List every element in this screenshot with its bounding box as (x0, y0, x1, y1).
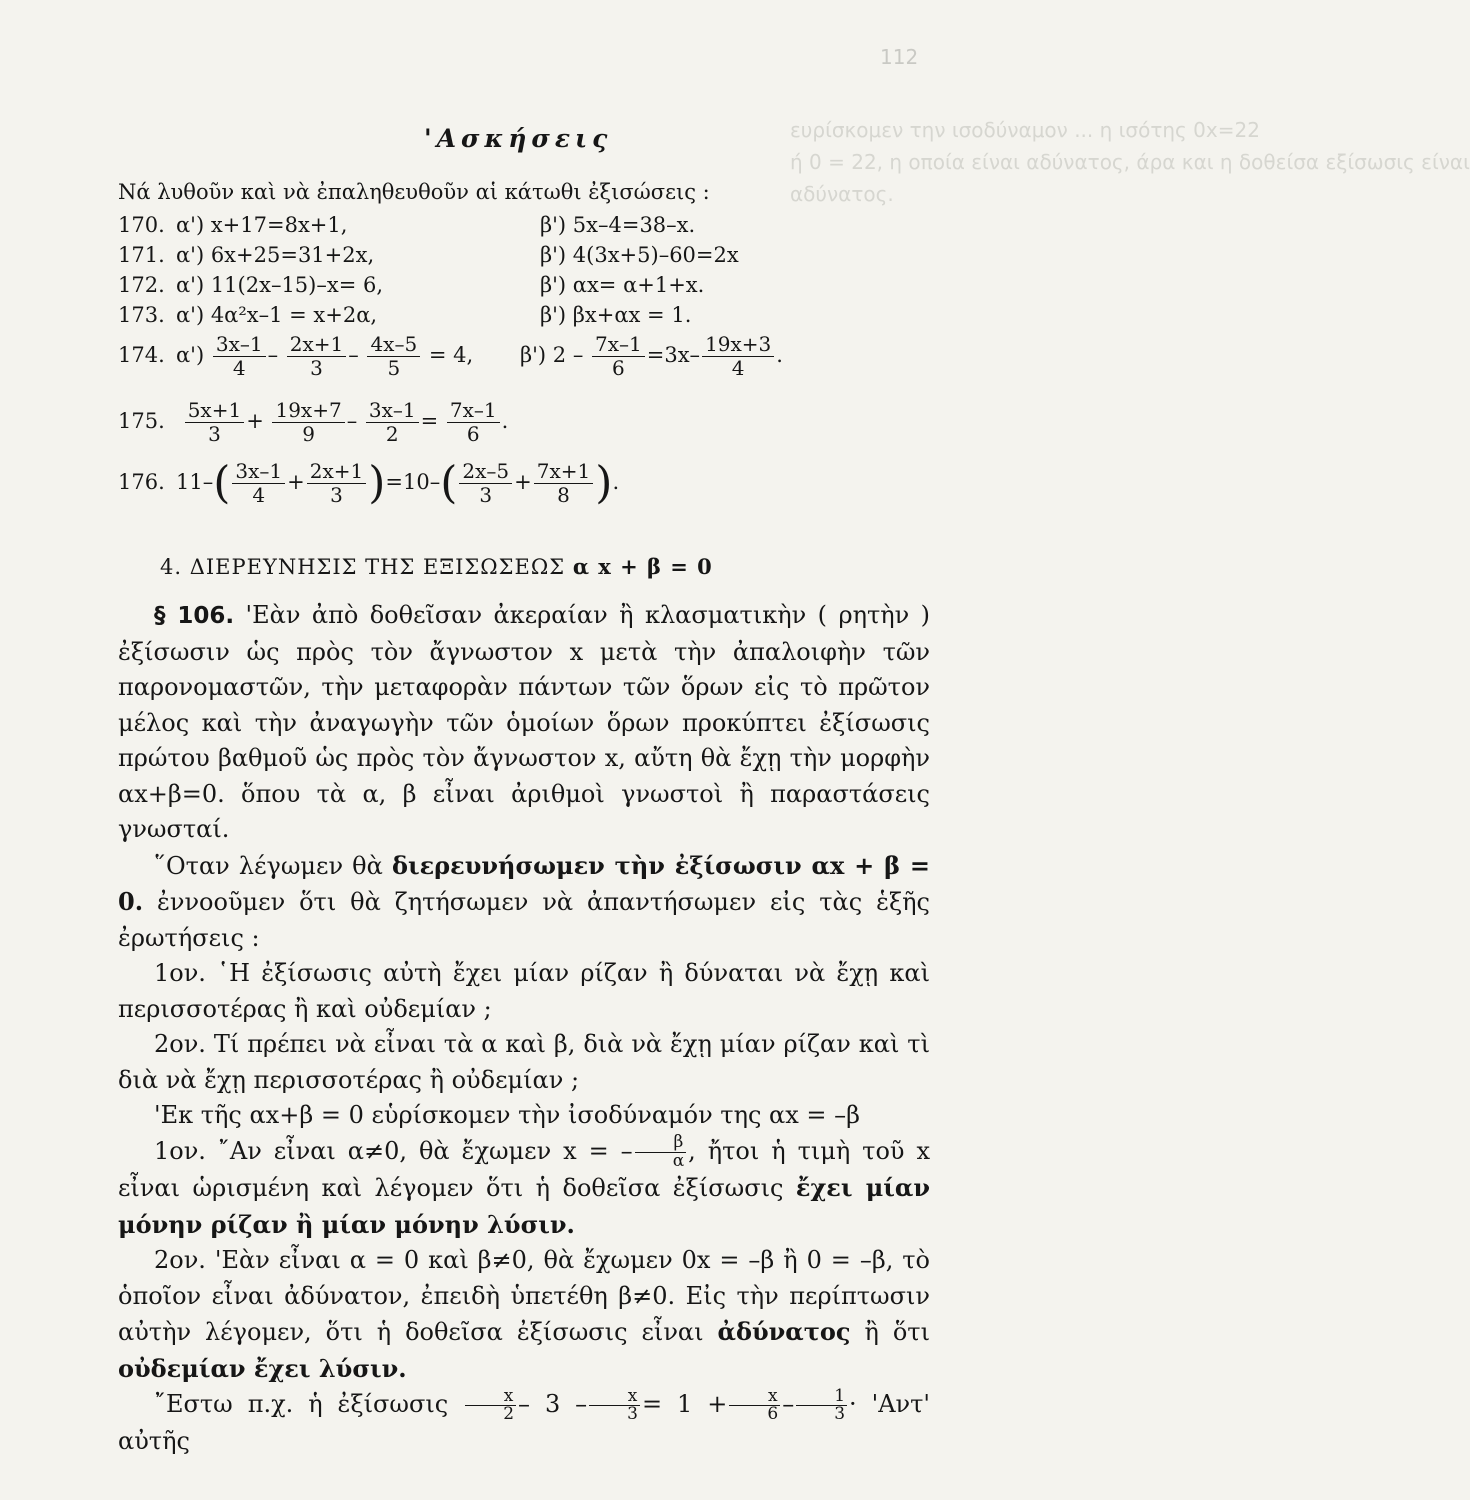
numerator: x (729, 1388, 780, 1407)
text: 1ον. ῎Αν εἶναι α≠0, θὰ ἔχωμεν x = – (154, 1136, 633, 1165)
fraction (185, 399, 245, 446)
paragraph-number: § 106. (154, 603, 235, 629)
text: = 1 + (642, 1390, 728, 1419)
text: ῞Οταν λέγωμεν θὰ (154, 851, 383, 880)
fraction (729, 1385, 780, 1425)
fraction (465, 1385, 516, 1425)
numerator: x (465, 1388, 516, 1407)
equation-mid: =3x– (646, 343, 701, 367)
denominator: 3 (310, 356, 323, 380)
numerator: β (635, 1134, 686, 1153)
exercise-176: 176. 11–( $\frac{3x-1}{4}$ + $\frac{2x+1}{3}$ )=10–( $\frac{2x-5}{3}$ + $\frac{7x+1}{8}$ ). (118, 457, 620, 509)
exercise-173-a (118, 303, 377, 327)
part-label: α') (176, 343, 205, 367)
text: – (782, 1390, 795, 1419)
exercise-number: 175. (118, 409, 165, 433)
fraction (635, 1131, 686, 1171)
denominator: 3 (479, 483, 493, 507)
denominator: 6 (466, 422, 480, 446)
part-label: β') 2 – (520, 343, 584, 367)
text: · 'Αντ' αὐτῆς (118, 1390, 930, 1456)
fraction (272, 399, 344, 446)
equation-a: α') 11(2x–15)–x= 6, (176, 273, 384, 297)
denominator: 4 (731, 356, 745, 380)
exercise-number: 176. (118, 470, 165, 494)
exercise-171-b: β') 4(3x+5)–60=2x (540, 243, 739, 267)
numerator: x (589, 1388, 640, 1407)
fraction (366, 399, 419, 446)
fraction (534, 460, 594, 507)
denominator: 6 (767, 1404, 779, 1425)
numerator: 2x–5 (459, 460, 512, 484)
fraction (589, 1385, 640, 1425)
equation-lead: 11– (176, 470, 214, 494)
exercise-173-b: β') βx+αx = 1. (540, 303, 692, 327)
text: 2ον. 'Εὰν εἶναι α = 0 καὶ β≠0, θὰ ἔχωμεν 0x = –β ἢ 0 = –β, τὸ ὁποῖον εἶναι ἀδύνατον, ἐπειδὴ ὑπετέθη β≠0. Εἰς τὴν περίπτωσιν αὐτὴν λέγομεν, ὅτι ἡ δοθεῖσα ἐξίσωσις εἶναι (118, 1246, 930, 1347)
fraction (459, 460, 512, 507)
equation-mid: =10– (385, 470, 441, 494)
equation-a: α') 4α²x–1 = x+2α, (176, 303, 378, 327)
numerator: 19x+3 (702, 333, 774, 357)
numerator: 3x–1 (366, 399, 419, 423)
section-heading-formula: α x + β = 0 (572, 554, 713, 579)
equation-tail: = 4, (428, 343, 474, 367)
exercise-171-a (118, 243, 374, 267)
text: – 3 – (518, 1390, 588, 1419)
case-1 (118, 1131, 930, 1244)
fraction (592, 333, 645, 380)
section-heading (160, 554, 713, 579)
numerator: 7x–1 (592, 333, 645, 357)
exercise-170-b: β') 5x–4=38–x. (540, 213, 696, 237)
exercise-172-b: β') αx= α+1+x. (540, 273, 705, 297)
exercise-172-a (118, 273, 383, 297)
numerator: 5x+1 (185, 399, 245, 423)
exercise-number: 171. (118, 243, 165, 267)
fraction (447, 399, 500, 446)
bold-text: ἀδύνατος (717, 1317, 851, 1347)
exercise-number: 170. (118, 213, 165, 237)
exercise-number: 174. (118, 343, 165, 367)
question-2: 2ον. Τί πρέπει νὰ εἶναι τὰ α καὶ β, διὰ νὰ ἔχῃ μίαν ρίζαν καὶ τὶ διὰ νὰ ἔχῃ περισσοτέρας ἢ οὐδεμίαν ; (118, 1030, 930, 1094)
bold-text: οὐδεμίαν ἔχει λύσιν. (118, 1353, 407, 1383)
bleed-through-line-1: ευρίσκομεν την ισοδύναμον ... η ισότης 0x=22 (790, 118, 1260, 142)
fraction (796, 1385, 847, 1425)
equation-a: α') 6x+25=31+2x, (176, 243, 375, 267)
denominator: 6 (612, 356, 625, 380)
denominator: 3 (627, 1404, 638, 1425)
fraction (367, 333, 420, 380)
text: ἐννοοῦμεν ὅτι θὰ ζητήσωμεν νὰ ἀπαντήσωμεν εἰς τὰς ἑξῆς ἐρωτήσεις : (118, 888, 930, 952)
numerator: 4x–5 (367, 333, 420, 357)
numerator: 2x+1 (287, 333, 347, 357)
paragraph-106 (118, 598, 930, 848)
denominator: 8 (557, 483, 570, 507)
denominator: 2 (385, 422, 399, 446)
text: , ἤτοι ἡ τιμὴ τοῦ x εἶναι ὡρισμένη καὶ λέγομεν ὅτι ἡ δοθεῖσα ἐξίσωσις (118, 1136, 930, 1203)
bleed-through-line-2: ή 0 = 22, η οποία είναι αδύνατος, άρα και η δοθείσα εξίσωσις είναι (790, 150, 1470, 174)
numerator: 1 (796, 1388, 847, 1407)
numerator: 7x–1 (447, 399, 500, 423)
exercise-number: 173. (118, 303, 165, 327)
numerator: 2x+1 (307, 460, 367, 484)
exercise-number: 172. (118, 273, 165, 297)
fraction (287, 333, 347, 380)
numerator: 3x–1 (213, 333, 266, 357)
text: ἢ ὅτι (864, 1318, 930, 1347)
case-2 (118, 1243, 930, 1387)
denominator: 9 (302, 422, 315, 446)
equation-a: α') x+17=8x+1, (176, 213, 348, 237)
numerator: 7x+1 (534, 460, 594, 484)
exercises-intro: Νά λυθοῦν καὶ νὰ ἐπαληθευθοῦν αἱ κάτωθι ἐξισώσεις : (118, 180, 710, 204)
paragraph-equivalent: 'Εκ τῆς αx+β = 0 εὑρίσκομεν τὴν ἰσοδύναμόν της αx = –β (154, 1101, 861, 1129)
bleed-through-line-3: αδύνατος. (790, 182, 894, 206)
equation-tail: . (776, 343, 783, 367)
example-line (118, 1387, 930, 1459)
section-body (118, 598, 930, 1460)
fraction (702, 333, 774, 380)
fraction (307, 460, 367, 507)
numerator: 19x+7 (272, 399, 344, 423)
denominator: 3 (330, 483, 343, 507)
bold-text: ἔχει μίαν μόνην ρίζαν ἢ μίαν μόνην λύσιν. (118, 1173, 930, 1239)
exercise-175: 175. $\frac{5x+1}{3}$ + $\frac{19x+7}{9}$ – $\frac{3x-1}{2}$ = $\frac{7x-1}{6}$ . (118, 398, 509, 446)
page-number: 112 (880, 45, 919, 69)
numerator: 3x–1 (232, 460, 285, 484)
denominator: 4 (232, 356, 246, 380)
exercise-174-a: 174. α') $\frac{3x-1}{4}$ – $\frac{2x+1}{3}$ – $\frac{4x-5}{5}$ = 4, (118, 332, 474, 380)
denominator: 2 (503, 1404, 515, 1425)
denominator: 3 (208, 422, 221, 446)
denominator: 4 (252, 483, 266, 507)
paragraph-investigate (118, 848, 930, 957)
denominator: α (672, 1150, 685, 1171)
exercise-174-b (520, 333, 783, 380)
bold-text: διερευνήσωμεν τὴν ἐξίσωσιν αx + β = 0. (118, 850, 930, 916)
denominator: 3 (834, 1404, 846, 1425)
exercises-title: 'Ασκήσεις (424, 124, 613, 153)
denominator: 5 (387, 356, 401, 380)
text: ῎Εστω π.χ. ἡ ἐξίσωσις (154, 1390, 449, 1419)
fraction (213, 333, 266, 380)
fraction (232, 460, 285, 507)
section-heading-text: 4. ΔΙΕΡΕΥΝΗΣΙΣ ΤΗΣ ΕΞΙΣΩΣΕΩΣ (160, 555, 566, 579)
question-1: 1ον. ῾Η ἐξίσωσις αὐτὴ ἔχει μίαν ρίζαν ἢ δύναται νὰ ἔχῃ καὶ περισσοτέρας ἢ καὶ οὐδεμίαν ; (118, 959, 930, 1023)
exercise-170-a (118, 213, 347, 237)
paragraph-text: 'Εὰν ἀπὸ δοθεῖσαν ἀκεραίαν ἢ κλασματικὴν ( ρητὴν ) ἐξίσωσιν ὡς πρὸς τὸν ἄγνωστον x μετὰ τὴν ἀπαλοιφὴν τῶν παρονομαστῶν, τὴν μεταφορὰν πάντων τῶν ὅρων εἰς τὸ πρῶτον μέλος καὶ τὴν ἀναγωγὴν τῶν ὁμοίων ὅρων προκύπτει ἐξίσωσις πρώτου βαθμοῦ ὡς πρὸς τὸν ἄγνωστον x, αὔτη θὰ ἔχῃ τὴν μορφὴν αx+β=0. ὅπου τὰ α, β εἶναι ἀριθμοὶ γνωστοὶ ἢ παραστάσεις γνωσταί. (118, 601, 930, 843)
